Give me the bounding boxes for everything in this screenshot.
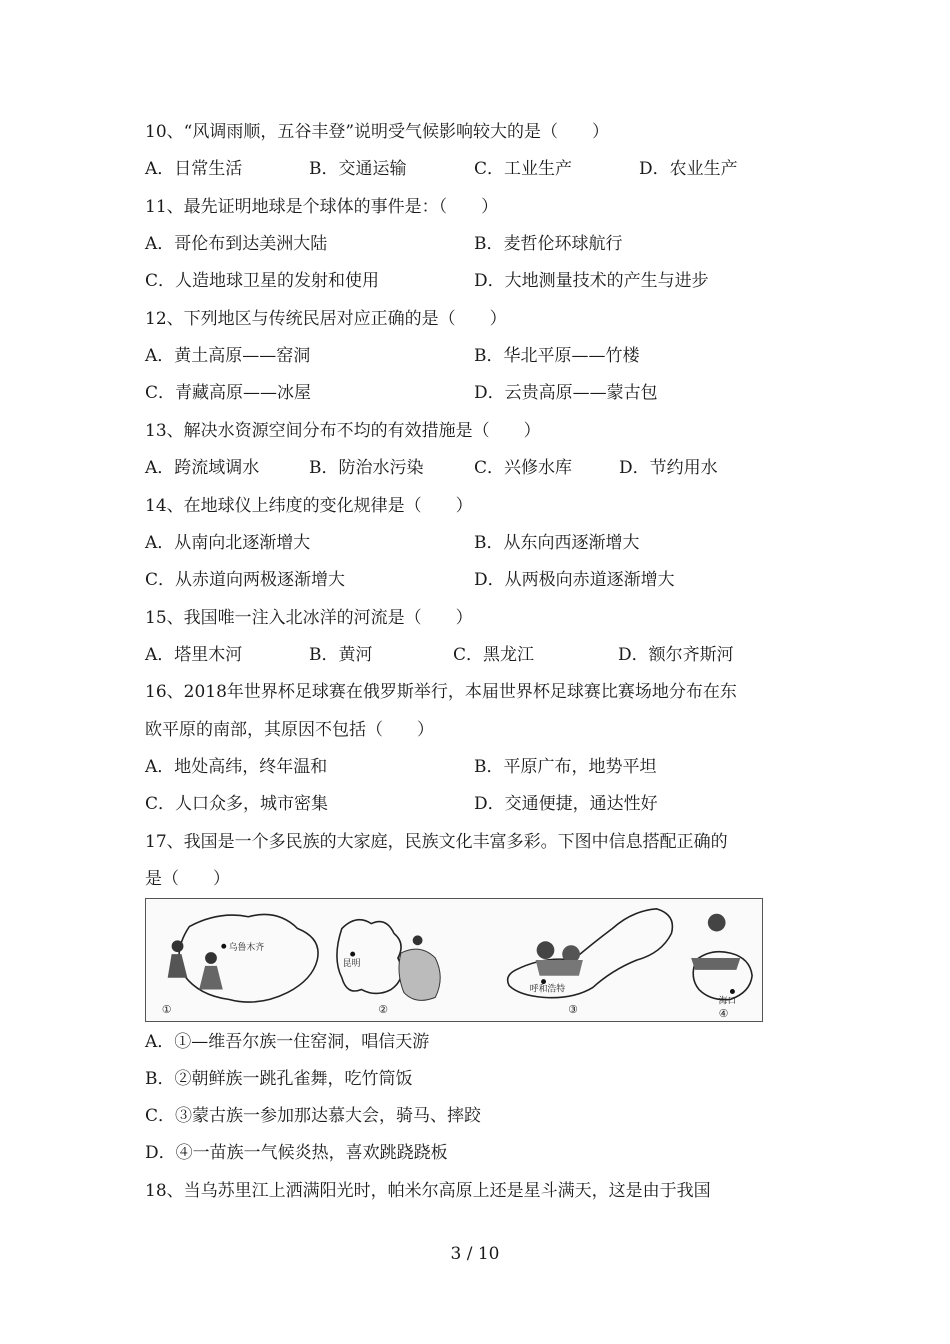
question-15-stem: 15、我国唯一注入北冰洋的河流是（ ） <box>145 608 473 628</box>
bamboo-dance-figure <box>691 958 740 970</box>
question-13-options <box>145 457 845 479</box>
option-c: C．人口众多，城市密集 <box>145 794 329 814</box>
question-17-stem-line1: 17、我国是一个多民族的大家庭，民族文化丰富多彩。下图中信息搭配正确的 <box>145 832 728 852</box>
wrestler-bodies <box>536 960 583 976</box>
option-c: C．青藏高原——冰屋 <box>145 383 312 403</box>
question-15-options <box>145 644 845 666</box>
question-17-option-b: B．②朝鲜族一跳孔雀舞，吃竹筒饭 <box>145 1069 413 1089</box>
city-label-hohhot: 呼和浩特 <box>529 984 566 995</box>
dancer-figure-1 <box>172 940 184 952</box>
city-dot <box>730 989 735 994</box>
option-b: B．平原广布，地势平坦 <box>474 757 657 777</box>
option-a: A．日常生活 <box>145 159 243 179</box>
question-11-stem: 11、最先证明地球是个球体的事件是：（ ） <box>145 197 499 217</box>
option-d: D．云贵高原——蒙古包 <box>474 383 658 403</box>
city-dot <box>541 979 546 984</box>
question-14-options-row1 <box>145 532 845 554</box>
option-d: D．农业生产 <box>639 159 738 179</box>
dancer-figure-2-body <box>199 966 223 990</box>
question-16-options-row2 <box>145 793 845 815</box>
panel-number-2: ② <box>378 1003 388 1017</box>
panel-number-4: ④ <box>718 1007 729 1021</box>
question-14-stem: 14、在地球仪上纬度的变化规律是（ ） <box>145 496 473 516</box>
peacock-dancer-head <box>413 935 423 945</box>
question-12-options-row2 <box>145 382 845 404</box>
ethnic-map-illustration <box>146 899 762 1021</box>
question-17-option-c: C．③蒙古族一参加那达慕大会，骑马、摔跤 <box>145 1106 482 1126</box>
option-c: C．从赤道向两极逐渐增大 <box>145 570 346 590</box>
option-b: B．华北平原——竹楼 <box>474 346 640 366</box>
wrestler-figure-1 <box>537 941 555 959</box>
panel-number-3: ③ <box>568 1003 578 1017</box>
question-16-options-row1 <box>145 756 845 778</box>
option-a: A．黄土高原——窑洞 <box>145 346 311 366</box>
question-13-stem: 13、解决水资源空间分布不均的有效措施是（ ） <box>145 421 541 441</box>
option-d: D．节约用水 <box>619 458 718 478</box>
dancer-figure-1-body <box>168 954 188 978</box>
option-a: A．跨流域调水 <box>145 458 260 478</box>
question-11-options-row1 <box>145 233 845 255</box>
question-11-options-row2 <box>145 270 845 292</box>
option-c: C．兴修水库 <box>474 458 573 478</box>
city-dot <box>221 944 226 949</box>
dancer-figure-2 <box>205 952 217 964</box>
option-a: A．从南向北逐渐增大 <box>145 533 311 553</box>
yunnan-outline <box>337 920 402 994</box>
option-c: C．人造地球卫星的发射和使用 <box>145 271 380 291</box>
city-label-haikou: 海口 <box>718 996 737 1007</box>
question-17-stem-line2: 是（ ） <box>145 869 230 889</box>
question-16-stem-line2: 欧平原的南部，其原因不包括（ ） <box>145 720 434 740</box>
city-label-kunming: 昆明 <box>342 958 361 969</box>
option-b: B．防治水污染 <box>309 458 424 478</box>
question-10-stem: 10、“风调雨顺，五谷丰登”说明受气候影响较大的是（ ） <box>145 122 610 142</box>
option-c: C．黑龙江 <box>453 645 535 665</box>
option-d: D．从两极向赤道逐渐增大 <box>474 570 675 590</box>
option-b: B．从东向西逐渐增大 <box>474 533 640 553</box>
option-a: A．塔里木河 <box>145 645 243 665</box>
option-b: B．交通运输 <box>309 159 407 179</box>
ethnic-map-figure <box>145 898 763 1022</box>
option-d: D．大地测量技术的产生与进步 <box>474 271 709 291</box>
city-dot <box>350 952 355 957</box>
page-number: 3 / 10 <box>450 1244 500 1264</box>
question-14-options-row2 <box>145 569 845 591</box>
question-12-options-row1 <box>145 345 845 367</box>
panel-number-1: ① <box>161 1003 172 1017</box>
question-18-stem: 18、当乌苏里江上洒满阳光时，帕米尔高原上还是星斗满天，这是由于我国 <box>145 1181 711 1201</box>
peacock-dancer-figure <box>399 949 440 1000</box>
question-16-stem-line1: 16、2018年世界杯足球赛在俄罗斯举行，本届世界杯足球赛比赛场地分布在东 <box>145 682 737 702</box>
option-d: D．额尔齐斯河 <box>618 645 734 665</box>
option-c: C．工业生产 <box>474 159 573 179</box>
question-17-option-d: D．④一苗族一气候炎热，喜欢跳跷跷板 <box>145 1143 448 1163</box>
option-b: B．麦哲伦环球航行 <box>474 234 623 254</box>
option-a: A．哥伦布到达美洲大陆 <box>145 234 328 254</box>
option-d: D．交通便捷，通达性好 <box>474 794 658 814</box>
city-label-urumqi: 乌鲁木齐 <box>228 943 265 954</box>
question-17-option-a: A．①—维吾尔族一住窑洞，唱信天游 <box>145 1032 430 1052</box>
question-10-options <box>145 158 845 180</box>
option-b: B．黄河 <box>309 645 373 665</box>
question-12-stem: 12、下列地区与传统民居对应正确的是（ ） <box>145 309 507 329</box>
dancer-figure-4 <box>708 914 726 932</box>
option-a: A．地处高纬，终年温和 <box>145 757 328 777</box>
